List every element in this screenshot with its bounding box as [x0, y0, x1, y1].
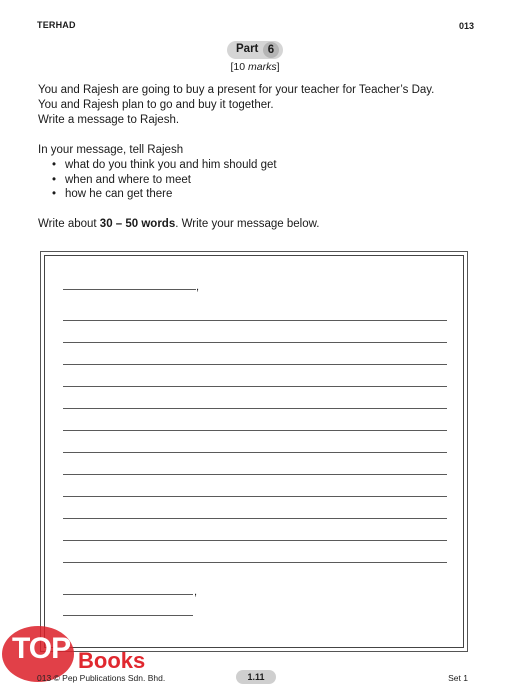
instruction-line-2: You and Rajesh plan to go and buy it together.	[38, 99, 274, 111]
copyright-text: 013 © Pep Publications Sdn. Bhd.	[37, 673, 166, 683]
signature-line[interactable]	[63, 615, 193, 616]
bullet-item: • when and where to meet	[52, 173, 277, 188]
writing-line[interactable]	[63, 474, 447, 475]
marks-label: [10 marks]	[230, 61, 280, 73]
writing-line[interactable]	[63, 320, 447, 321]
writing-line[interactable]	[63, 430, 447, 431]
logo-top-text: TOP	[12, 632, 71, 665]
bullet-item: • how he can get there	[52, 187, 277, 202]
writing-line[interactable]	[63, 562, 447, 563]
writing-line[interactable]	[63, 386, 447, 387]
message-prompt: In your message, tell Rajesh	[38, 144, 184, 156]
page-code: 013	[458, 21, 474, 31]
writing-line[interactable]	[63, 518, 447, 519]
instruction-line-1: You and Rajesh are going to buy a present for your teacher for Teacher’s Day.	[38, 84, 435, 96]
instruction-line-3: Write a message to Rajesh.	[38, 114, 180, 126]
logo-books-text: Books	[78, 648, 146, 673]
closing-line[interactable]	[63, 594, 193, 595]
writing-line[interactable]	[63, 452, 447, 453]
word-count-instruction: Write about 30 – 50 words. Write your message below.	[38, 218, 320, 230]
bullet-list	[52, 158, 277, 202]
salutation-comma: ,	[196, 281, 200, 293]
bullet-item: • what do you think you and him should get	[52, 158, 277, 173]
set-label: Set 1	[448, 673, 468, 683]
part-label: Part	[236, 43, 259, 55]
part-number: 6	[263, 42, 279, 58]
writing-line[interactable]	[63, 540, 447, 541]
writing-line[interactable]	[63, 342, 447, 343]
closing-comma: ,	[194, 586, 198, 598]
writing-line[interactable]	[63, 496, 447, 497]
classification-label: TERHAD	[37, 20, 76, 30]
salutation-line[interactable]	[63, 289, 196, 290]
writing-line[interactable]	[63, 408, 447, 409]
writing-line[interactable]	[63, 364, 447, 365]
page-number: 1.11	[236, 670, 276, 684]
